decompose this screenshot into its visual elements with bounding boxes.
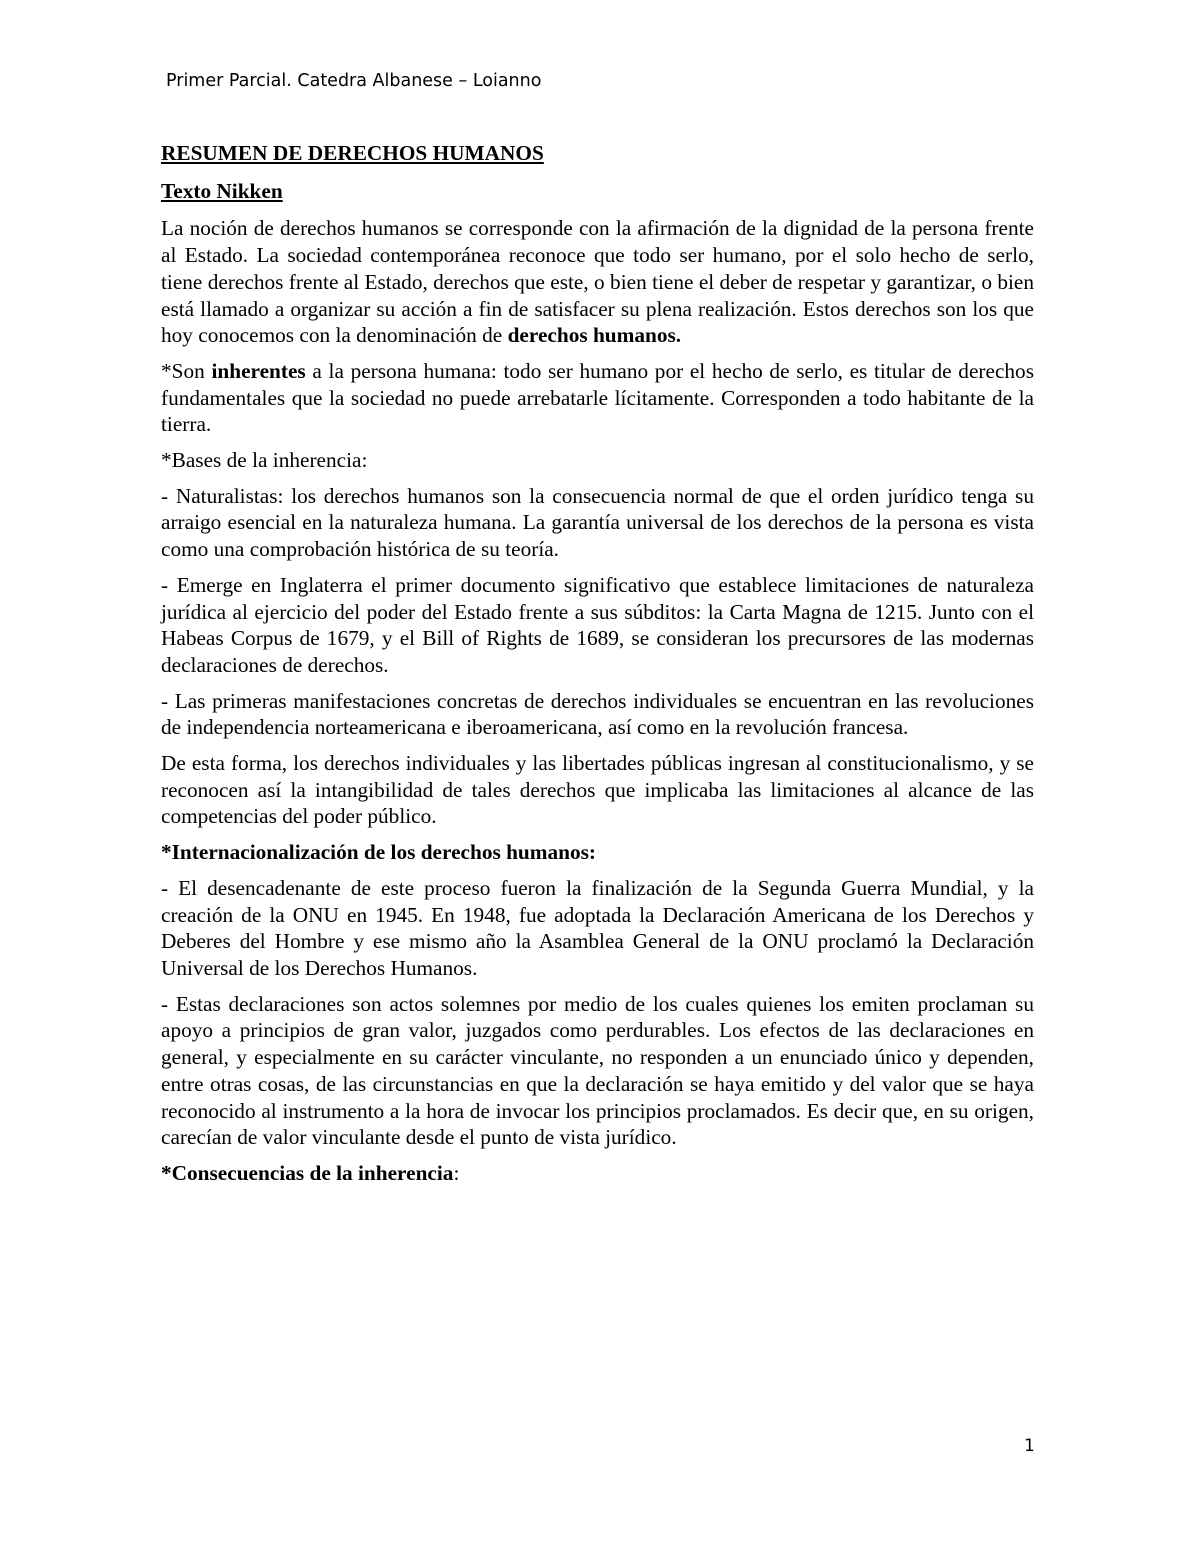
paragraph-declaraciones: - Estas declaraciones son actos solemnes por medio de los cuales quienes los emiten proclaman su apoyo a principios de gran valor, juzgados como perdurables. Los efectos de las declaraciones en general, y especialmente en su carácter vinculante, no responden a un enunciado único y dependen, entre otras cosas, de las circunstancias en que la declaración se haya emitido y del valor que se haya reconocido al instrumento a la hora de invocar los principios proclamados. Es decir que, en su origen, carecían de valor vinculante desde el punto de vista jurídico. bbox=[161, 991, 1034, 1150]
document-body bbox=[161, 140, 1034, 1196]
running-header: Primer Parcial. Catedra Albanese – Loianno bbox=[166, 71, 542, 91]
heading-internacionalizacion: *Internacionalización de los derechos humanos: bbox=[161, 840, 597, 865]
paragraph-definition-bold: derechos humanos. bbox=[507, 323, 682, 348]
paragraph-inherentes bbox=[161, 358, 1034, 438]
section-subtitle: Texto Nikken bbox=[161, 178, 283, 203]
paragraph-bases: *Bases de la inherencia: bbox=[161, 448, 368, 473]
paragraph-definition-text: La noción de derechos humanos se corresponde con la afirmación de la dignidad de la persona frente al Estado. La sociedad contemporánea reconoce que todo ser humano, por el solo hecho de serlo, tiene derechos frente al Estado, derechos que este, o bien tiene el deber de respetar y garantizar, o bien está llamado a organizar su acción a fin de satisfacer su plena realización. Estos derechos son los que hoy conocemos con la denominación de bbox=[161, 216, 1034, 348]
heading-consecuencias bbox=[161, 1160, 1034, 1187]
heading-consecuencias-colon: : bbox=[453, 1160, 460, 1185]
document-title: RESUMEN DE DERECHOS HUMANOS bbox=[161, 141, 544, 165]
paragraph-naturalistas: - Naturalistas: los derechos humanos son la consecuencia normal de que el orden jurídico tenga su arraigo esencial en la naturaleza humana. La garantía universal de los derechos de la persona es vista como una comprobación histórica de su teoría. bbox=[161, 483, 1034, 562]
heading-consecuencias-text: *Consecuencias de la inherencia bbox=[161, 1160, 454, 1185]
paragraph-inherentes-bold: inherentes bbox=[211, 358, 306, 383]
paragraph-inherentes-post: a la persona humana: todo ser humano por el hecho de serlo, es titular de derechos fundamentales que la sociedad no puede arrebatarle lícitamente. Corresponden a todo habitante de la tierra. bbox=[161, 358, 1034, 437]
page-number: 1 bbox=[1024, 1436, 1035, 1456]
paragraph-inherentes-pre: *Son bbox=[161, 358, 212, 383]
paragraph-inglaterra: - Emerge en Inglaterra el primer documento significativo que establece limitaciones de naturaleza jurídica al ejercicio del poder del Estado frente a sus súbditos: la Carta Magna de 1215. Junto con el Habeas Corpus de 1679, y el Bill of Rights de 1689, se consideran los precursores de las modernas declaraciones de derechos. bbox=[161, 572, 1034, 677]
paragraph-onu: - El desencadenante de este proceso fueron la finalización de la Segunda Guerra Mundial, y la creación de la ONU en 1945. En 1948, fue adoptada la Declaración Americana de los Derechos y Deberes del Hombre y ese mismo año la Asamblea General de la ONU proclamó la Declaración Universal de los Derechos Humanos. bbox=[161, 875, 1034, 980]
paragraph-definition bbox=[161, 215, 1034, 349]
paragraph-constitucionalismo: De esta forma, los derechos individuales y las libertades públicas ingresan al constitucionalismo, y se reconocen así la intangibilidad de tales derechos que implicaba las limitaciones al alcance de las competencias del poder público. bbox=[161, 751, 1034, 829]
paragraph-revoluciones: - Las primeras manifestaciones concretas de derechos individuales se encuentran en las revoluciones de independencia norteamericana e iberoamericana, así como en la revolución francesa. bbox=[161, 688, 1034, 740]
